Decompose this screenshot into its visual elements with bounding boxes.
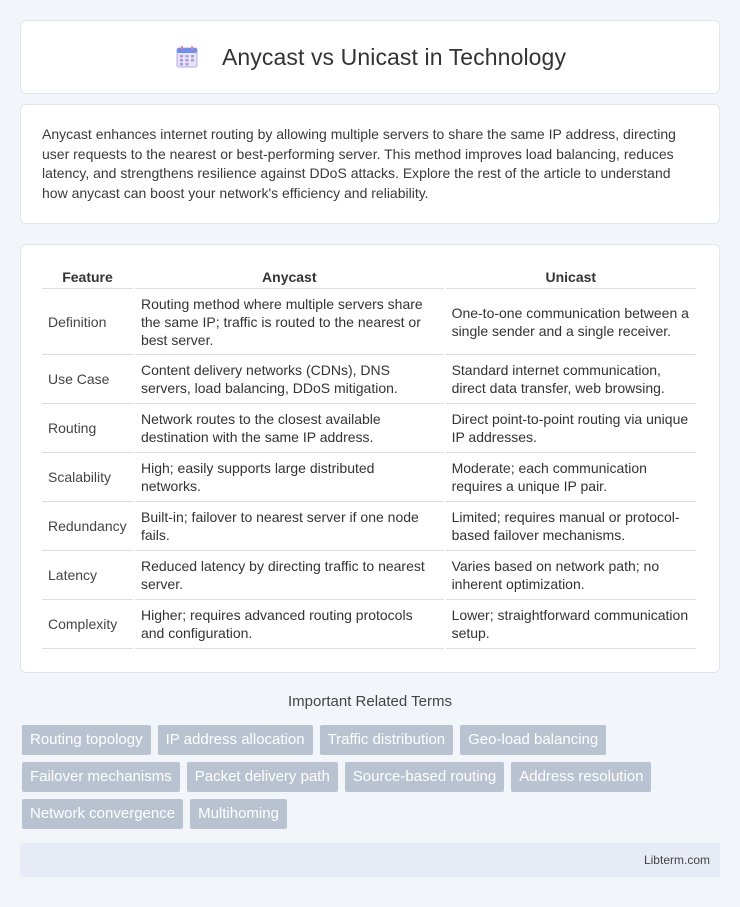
related-term-tag[interactable]: Multihoming xyxy=(190,799,287,829)
feature-cell: Complexity xyxy=(42,600,133,649)
anycast-cell: Routing method where multiple servers share the same IP; traffic is routed to the nearest or best server. xyxy=(135,289,444,355)
table-header-row xyxy=(42,265,696,289)
table-row xyxy=(42,289,696,355)
feature-cell: Latency xyxy=(42,551,133,600)
feature-cell: Definition xyxy=(42,289,133,355)
header-card xyxy=(20,20,720,94)
table-row xyxy=(42,600,696,649)
related-term-tag[interactable]: Routing topology xyxy=(22,725,151,755)
unicast-cell: Direct point-to-point routing via unique IP addresses. xyxy=(446,404,696,453)
comparison-table xyxy=(40,265,698,649)
related-term-tag[interactable]: Traffic distribution xyxy=(320,725,454,755)
unicast-cell: One-to-one communication between a single sender and a single receiver. xyxy=(446,289,696,355)
unicast-cell: Moderate; each communication requires a unique IP pair. xyxy=(446,453,696,502)
related-term-tag[interactable]: IP address allocation xyxy=(158,725,313,755)
footer xyxy=(20,843,720,877)
feature-cell: Redundancy xyxy=(42,502,133,551)
table-row xyxy=(42,404,696,453)
related-term-tag[interactable]: Network convergence xyxy=(22,799,183,829)
unicast-cell: Varies based on network path; no inherent optimization. xyxy=(446,551,696,600)
table-row xyxy=(42,453,696,502)
footer-site-link[interactable]: Libterm.com xyxy=(643,853,710,867)
feature-cell: Scalability xyxy=(42,453,133,502)
anycast-cell: Content delivery networks (CDNs), DNS servers, load balancing, DDoS mitigation. xyxy=(135,355,444,404)
related-terms-list xyxy=(22,725,722,829)
intro-card xyxy=(20,104,720,224)
anycast-cell: High; easily supports large distributed networks. xyxy=(135,453,444,502)
header-unicast: Unicast xyxy=(446,265,696,289)
related-term-tag[interactable]: Address resolution xyxy=(511,762,651,792)
unicast-cell: Limited; requires manual or protocol-based failover mechanisms. xyxy=(446,502,696,551)
anycast-cell: Built-in; failover to nearest server if one node fails. xyxy=(135,502,444,551)
header-feature: Feature xyxy=(42,265,133,289)
comparison-table-card xyxy=(20,244,720,673)
page-title: Anycast vs Unicast in Technology xyxy=(221,43,567,70)
intro-text: Anycast enhances internet routing by allowing multiple servers to share the same IP address, directing user requests to the nearest or best-performing server. This method improves load balancing, reduces latency, and strengthens resilience against DDoS attacks. Explore the rest of the article to understand how anycast can boost your network's efficiency and reliability. xyxy=(42,126,676,201)
related-term-tag[interactable]: Geo-load balancing xyxy=(460,725,606,755)
table-row xyxy=(42,551,696,600)
table-row xyxy=(42,355,696,404)
feature-cell: Routing xyxy=(42,404,133,453)
table-row xyxy=(42,502,696,551)
calendar-icon xyxy=(174,44,200,70)
anycast-cell: Higher; requires advanced routing protocols and configuration. xyxy=(135,600,444,649)
related-term-tag[interactable]: Source-based routing xyxy=(345,762,504,792)
unicast-cell: Lower; straightforward communication setup. xyxy=(446,600,696,649)
related-terms-title: Important Related Terms xyxy=(288,693,452,710)
related-term-tag[interactable]: Failover mechanisms xyxy=(22,762,180,792)
related-term-tag[interactable]: Packet delivery path xyxy=(187,762,338,792)
anycast-cell: Reduced latency by directing traffic to nearest server. xyxy=(135,551,444,600)
feature-cell: Use Case xyxy=(42,355,133,404)
unicast-cell: Standard internet communication, direct data transfer, web browsing. xyxy=(446,355,696,404)
header-anycast: Anycast xyxy=(135,265,444,289)
anycast-cell: Network routes to the closest available destination with the same IP address. xyxy=(135,404,444,453)
